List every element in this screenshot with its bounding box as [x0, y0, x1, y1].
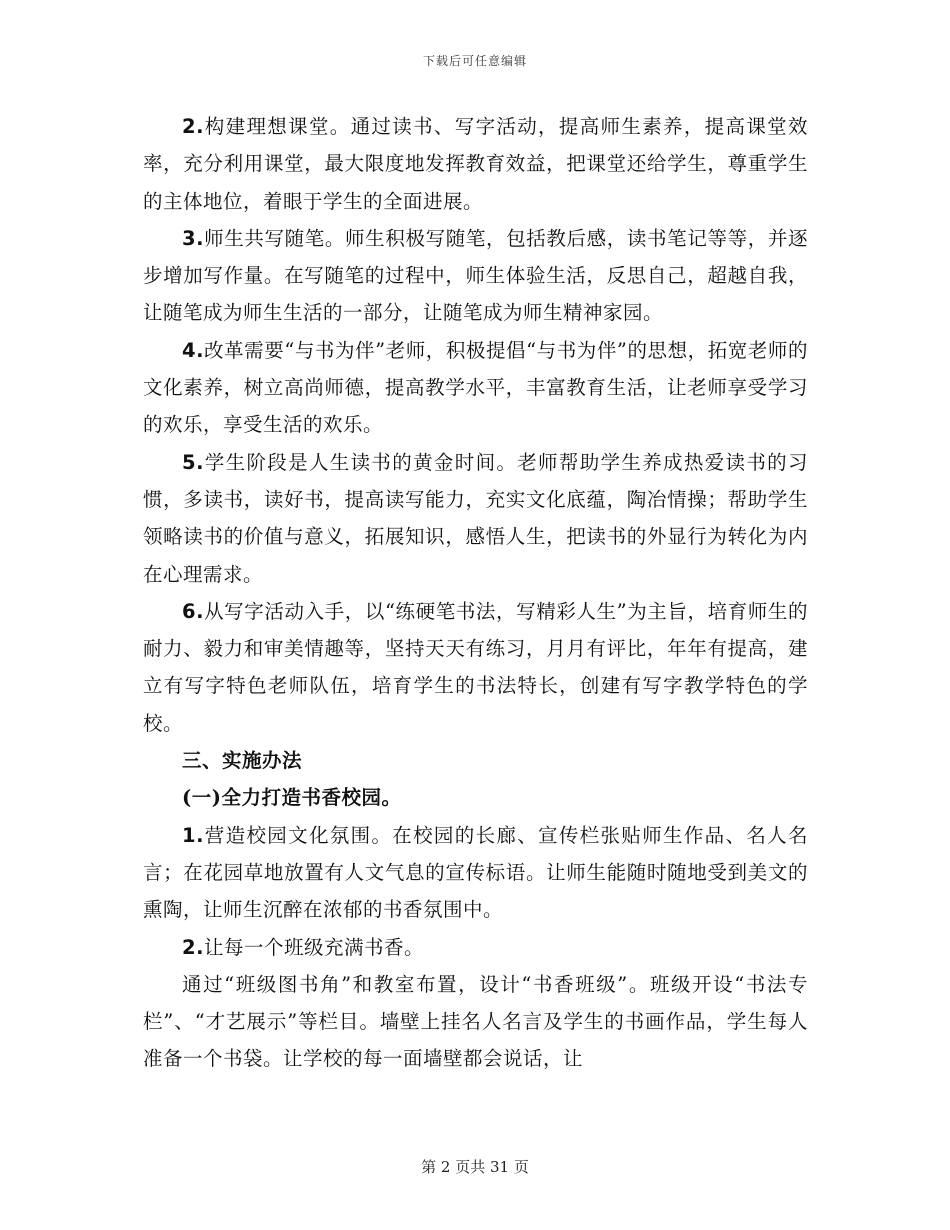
item-number: 3.: [182, 226, 204, 250]
page-footer: 第 2 页共 31 页: [421, 1158, 529, 1176]
paragraph-text: 构建理想课堂。通过读书、写字活动，提高师生素养，提高课堂效率，充分利用课堂，最大限度地发挥教育效益，把课堂还给学生，尊重学生的主体地位，着眼于学生的全面进展。: [143, 115, 808, 213]
paragraph-text: 改革需要“与书为伴”老师，积极提倡“与书为伴”的思想，拓宽老师的文化素养，树立高尚师德，提高教学水平，丰富教育生活，让老师享受学习的欢乐，享受生活的欢乐。: [143, 338, 808, 437]
section-heading: 三、实施办法: [182, 749, 303, 773]
item-number: 1.: [182, 823, 204, 847]
document-body: [143, 108, 808, 1078]
paragraph-text: 学生阶段是人生读书的黄金时间。老师帮助学生养成热爱读书的习惯，多读书，读好书，提高读写能力，充实文化底蕴，陶冶情操；帮助学生领略读书的价值与意义，拓展知识，感悟人生，把读书的外显行为转化为内在心理需求。: [143, 450, 808, 586]
paragraph-item-3: [143, 220, 808, 332]
paragraph-item-2b: [143, 929, 808, 966]
paragraph-item-4: [143, 332, 808, 444]
paragraph-item-2: [143, 108, 808, 220]
item-number: 2.: [182, 935, 204, 959]
item-number: 5.: [182, 450, 204, 474]
item-number: 6.: [182, 599, 204, 623]
paragraph-text: 从写字活动入手，以“练硬笔书法，写精彩人生”为主旨，培育师生的耐力、毅力和审美情趣等，坚持天天有练习，月月有评比，年年有提高，建立有写字特色老师队伍，培育学生的书法特长，创建有写字教学特色的学校。: [143, 599, 808, 735]
plain-paragraph: 通过“班级图书角”和教室布置，设计“书香班级”。班级开设“书法专栏”、“才艺展示”等栏目。墙壁上挂名人名言及学生的书画作品，学生每人准备一个书袋。让学校的每一面墙壁都会说话，让: [143, 972, 808, 1071]
paragraph-item-5: [143, 444, 808, 593]
paragraph-text: 师生共写随笔。师生积极写随笔，包括教后感，读书笔记等等，并逐步增加写作量。在写随笔的过程中，师生体验生活，反思自己，超越自我，让随笔成为师生生活的一部分，让随笔成为师生精神家园。: [143, 226, 808, 325]
item-number: 4.: [182, 338, 204, 362]
item-number: 2.: [182, 115, 204, 138]
page-header: 下载后可任意编辑: [422, 54, 527, 68]
paragraph-text: 营造校园文化氛围。在校园的长廊、宣传栏张贴师生作品、名人名言；在花园草地放置有人文气息的宣传标语。让师生能随时随地受到美文的熏陶，让师生沉醉在浓郁的书香氛围中。: [143, 823, 808, 922]
paragraph-item-6: [143, 593, 808, 742]
paragraph-text: 让每一个班级充满书香。: [203, 935, 424, 959]
sub-heading: (一)全力打造书香校园。: [182, 786, 402, 810]
paragraph-item-1: [143, 817, 808, 929]
